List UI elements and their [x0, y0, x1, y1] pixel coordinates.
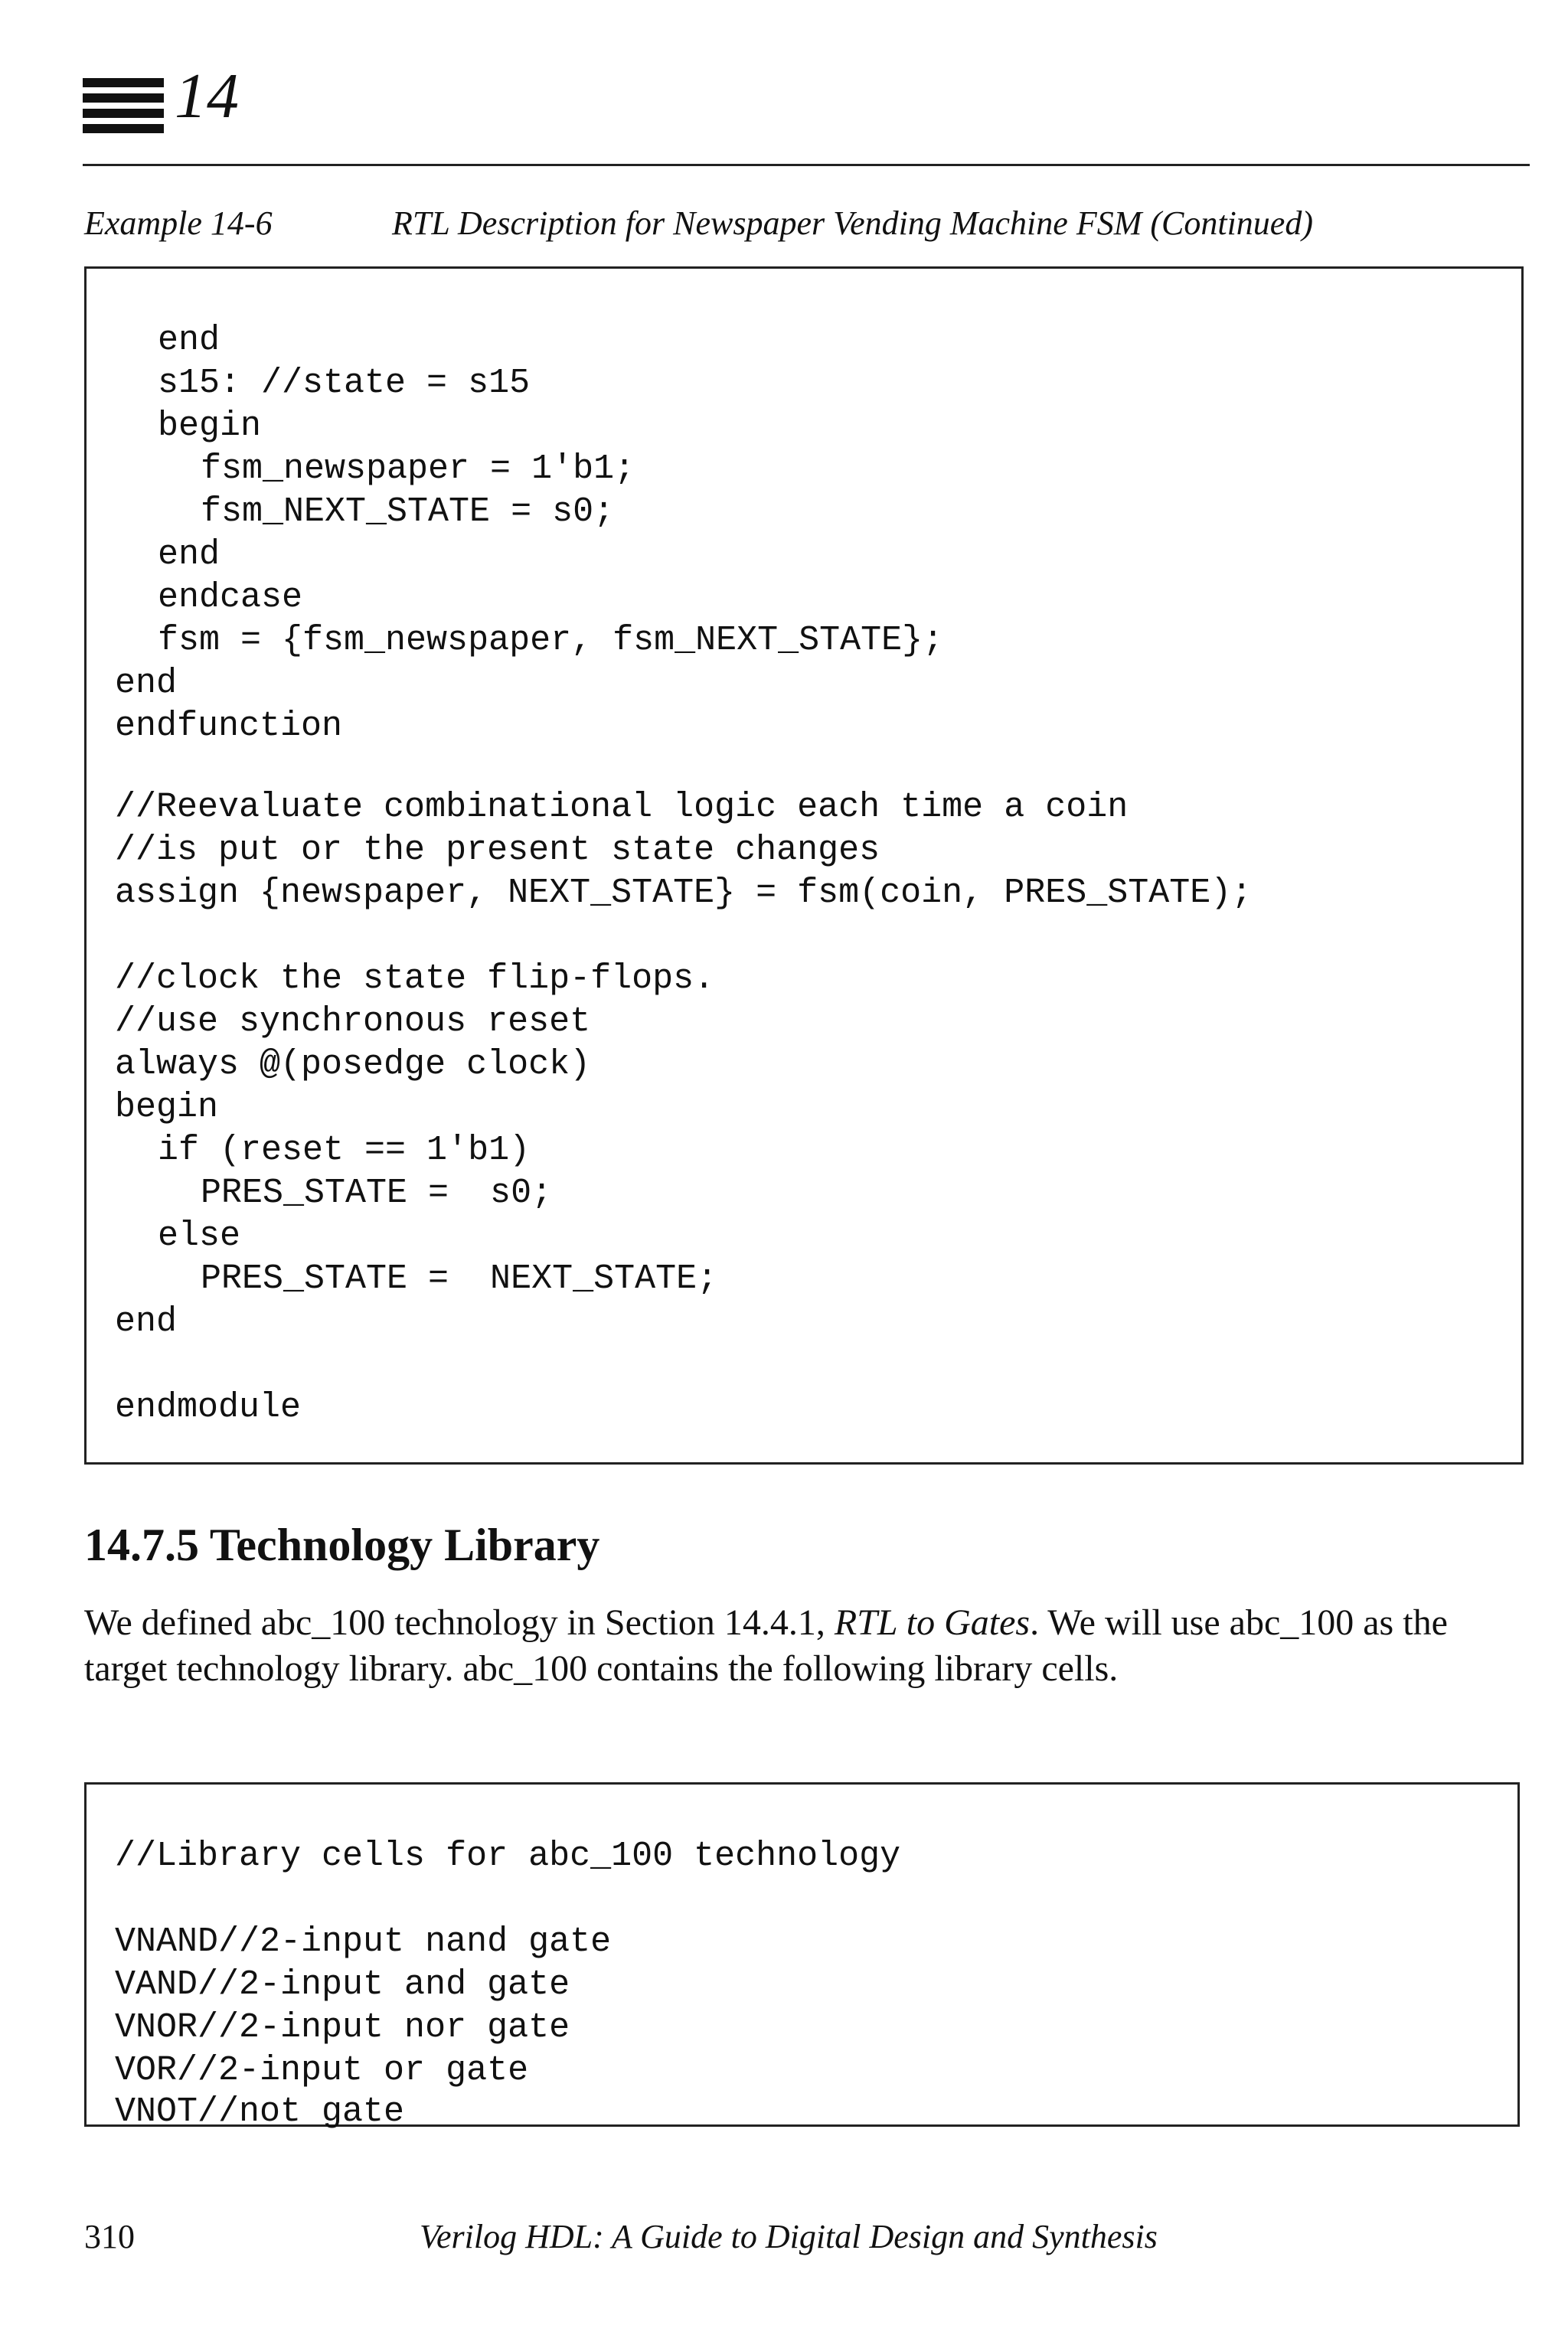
code-line: end: [115, 664, 178, 703]
code-line: //use synchronous reset: [115, 1002, 591, 1041]
code-line: end: [158, 535, 220, 574]
code-line: fsm_newspaper = 1'b1;: [201, 449, 635, 488]
code-line: begin: [115, 1088, 219, 1127]
page-number: 310: [84, 2218, 135, 2255]
chapter-number: 14: [175, 60, 239, 132]
code-line: s15: //state = s15: [158, 364, 531, 403]
code-line: if (reset == 1'b1): [158, 1131, 531, 1170]
paragraph-text: . We will use abc_100 as the target technology library. abc_100 contains the following library cells.: [84, 1602, 1448, 1689]
code-line: VNAND//2-input nand gate: [115, 1922, 612, 1961]
code-line: VAND//2-input and gate: [115, 1965, 570, 2004]
code-line: endmodule: [115, 1388, 302, 1427]
code-line: fsm = {fsm_newspaper, fsm_NEXT_STATE};: [158, 621, 944, 660]
code-line: end: [115, 1302, 178, 1341]
code-line: always @(posedge clock): [115, 1045, 591, 1084]
section-paragraph: [84, 1600, 1524, 1692]
code-line: else: [158, 1216, 241, 1256]
code-line: begin: [158, 407, 262, 446]
chapter-marker-icon: [83, 77, 164, 138]
header-divider: [83, 164, 1530, 166]
code-line: VOR//2-input or gate: [115, 2051, 529, 2090]
code-line: VNOT//not gate: [115, 2092, 405, 2131]
code-line: //Reevaluate combinational logic each time a coin: [115, 788, 1129, 827]
paragraph-text: We defined abc_100 technology in Section 14.4.1,: [84, 1602, 835, 1643]
code-line: PRES_STATE = s0;: [201, 1174, 553, 1213]
code-line: fsm_NEXT_STATE = s0;: [201, 492, 615, 531]
code-line: //is put or the present state changes: [115, 831, 880, 870]
book-title: Verilog HDL: A Guide to Digital Design and Synthesis: [420, 2218, 1158, 2255]
code-line: //Library cells for abc_100 technology: [115, 1837, 901, 1876]
code-line: //clock the state flip-flops.: [115, 959, 715, 998]
example-title: RTL Description for Newspaper Vending Machine FSM (Continued): [392, 204, 1313, 242]
example-label: Example 14-6: [84, 204, 273, 242]
code-line: PRES_STATE = NEXT_STATE;: [201, 1259, 718, 1298]
paragraph-emphasis: RTL to Gates: [834, 1602, 1031, 1643]
code-line: end: [158, 321, 220, 360]
code-line: endfunction: [115, 707, 343, 746]
code-line: VNOR//2-input nor gate: [115, 2008, 570, 2047]
code-line: endcase: [158, 578, 303, 617]
code-line: assign {newspaper, NEXT_STATE} = fsm(coin, PRES_STATE);: [115, 874, 1253, 913]
section-heading: 14.7.5 Technology Library: [84, 1520, 600, 1570]
